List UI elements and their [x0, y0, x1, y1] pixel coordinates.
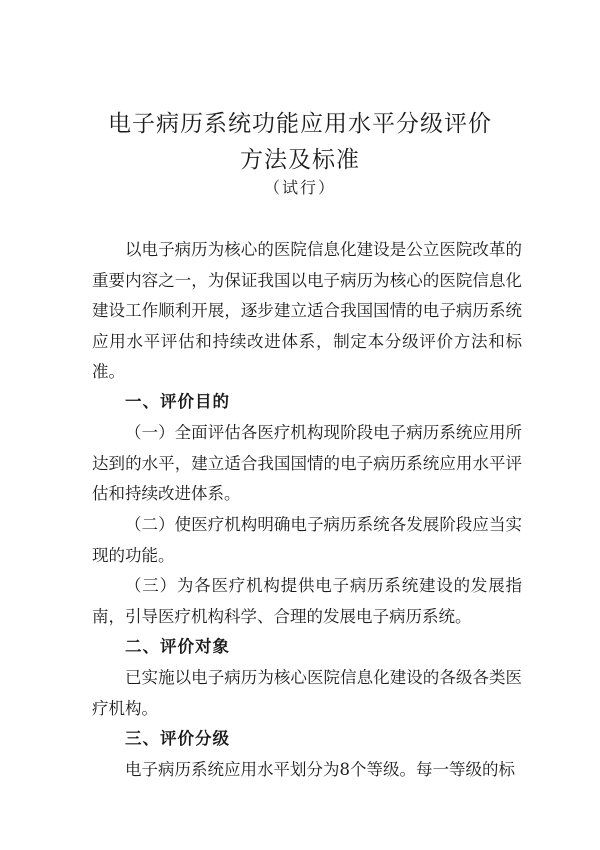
- purpose-item-1: （一）全面评估各医疗机构现阶段电子病历系统应用所达到的水平，建立适合我国国情的电子病历系统应用水平评估和持续改进体系。: [92, 423, 522, 503]
- document-subtitle: （试行）: [263, 178, 336, 197]
- grading-paragraph: 电子病历系统应用水平划分为8个等级。每一等级的标: [125, 760, 515, 779]
- section-heading-grading: 三、评价分级: [125, 729, 230, 748]
- section-heading-purpose: 一、评价目的: [125, 392, 230, 411]
- purpose-item-2: （二）使医疗机构明确电子病历系统各发展阶段应当实现的功能。: [92, 515, 522, 565]
- target-paragraph: 已实施以电子病历为核心医院信息化建设的各级各类医疗机构。: [92, 668, 522, 718]
- intro-paragraph: 以电子病历为核心的医院信息化建设是公立医院改革的重要内容之一，为保证我国以电子病历为核心的医院信息化建设工作顺利开展，逐步建立适合我国国情的电子病历系统应用水平评估和持续改进体系，制定本分级评价方法和标准。: [92, 240, 522, 381]
- document-title-line2: 方法及标准: [240, 147, 360, 173]
- section-heading-target: 二、评价对象: [125, 637, 230, 656]
- purpose-item-3: （三）为各医疗机构提供电子病历系统建设的发展指南，引导医疗机构科学、合理的发展电子病历系统。: [92, 576, 522, 626]
- document-title-line1: 电子病历系统功能应用水平分级评价: [108, 111, 492, 137]
